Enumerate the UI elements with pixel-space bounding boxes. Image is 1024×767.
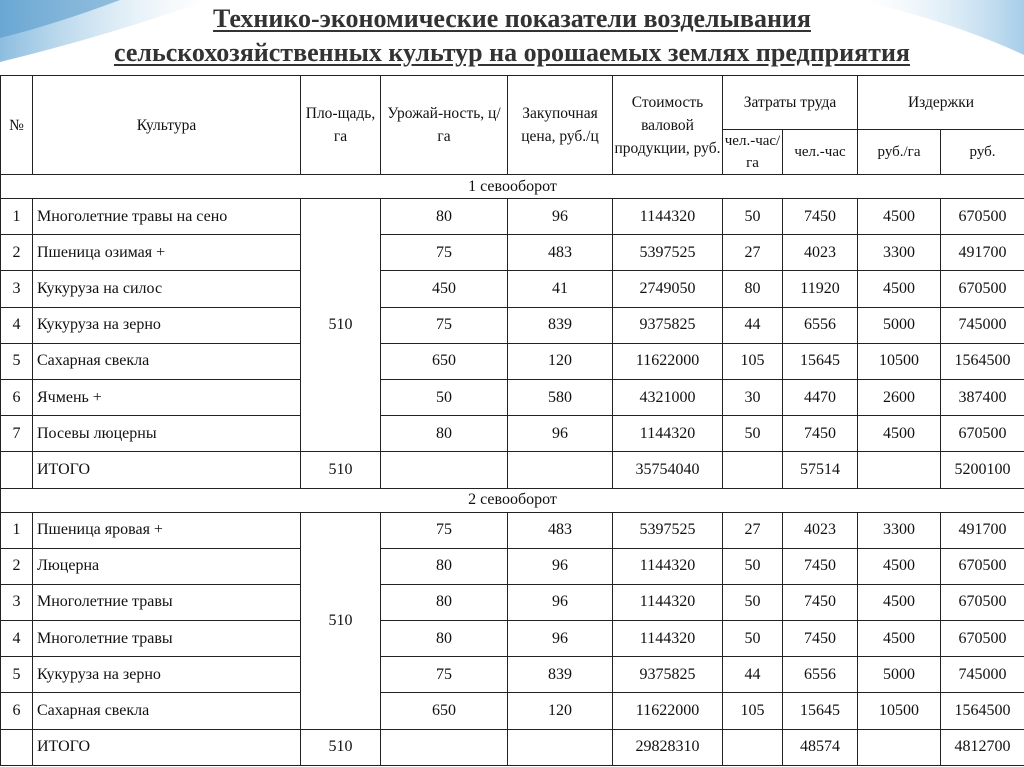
- page-title: [0, 2, 1024, 70]
- costs-total-cell: 670500: [941, 621, 1024, 657]
- culture-name: Многолетние травы на сено: [33, 199, 301, 235]
- costs-total-cell: 491700: [941, 512, 1024, 548]
- yield-cell: 80: [381, 584, 508, 620]
- crop-indicators-table: [0, 75, 1024, 766]
- header-costs-total: руб.: [941, 130, 1024, 175]
- labor-per-ha-cell: 105: [723, 343, 783, 379]
- total-area: 510: [301, 729, 381, 765]
- total-yield-empty: [381, 729, 508, 765]
- yield-cell: 75: [381, 235, 508, 271]
- yield-cell: 80: [381, 199, 508, 235]
- area-cell: 510: [301, 199, 381, 452]
- table-row: [1, 621, 1024, 657]
- value-cell: 5397525: [613, 235, 723, 271]
- row-number: 4: [1, 307, 33, 343]
- value-cell: 1144320: [613, 621, 723, 657]
- header-costs: Издержки: [858, 76, 1024, 130]
- total-cph-empty: [858, 452, 941, 488]
- section-header-row: [1, 175, 1024, 199]
- culture-name: Пшеница яровая +: [33, 512, 301, 548]
- costs-per-ha-cell: 10500: [858, 693, 941, 729]
- price-cell: 483: [508, 512, 613, 548]
- yield-cell: 80: [381, 416, 508, 452]
- total-costs: 4812700: [941, 729, 1024, 765]
- row-number: 1: [1, 199, 33, 235]
- total-label: ИТОГО: [33, 452, 301, 488]
- yield-cell: 650: [381, 343, 508, 379]
- header-culture: Культура: [33, 76, 301, 175]
- value-cell: 1144320: [613, 199, 723, 235]
- price-cell: 839: [508, 657, 613, 693]
- total-yield-empty: [381, 452, 508, 488]
- title-line-1: Технико-экономические показатели возделывания: [213, 4, 811, 33]
- costs-total-cell: 670500: [941, 548, 1024, 584]
- labor-per-ha-cell: 50: [723, 199, 783, 235]
- costs-total-cell: 670500: [941, 271, 1024, 307]
- costs-total-cell: 670500: [941, 584, 1024, 620]
- row-number: 1: [1, 512, 33, 548]
- table-row: [1, 235, 1024, 271]
- table-row: [1, 307, 1024, 343]
- costs-total-cell: 1564500: [941, 693, 1024, 729]
- price-cell: 41: [508, 271, 613, 307]
- costs-per-ha-cell: 4500: [858, 199, 941, 235]
- labor-per-ha-cell: 80: [723, 271, 783, 307]
- row-number: 3: [1, 271, 33, 307]
- labor-total-cell: 6556: [783, 657, 858, 693]
- price-cell: 580: [508, 379, 613, 415]
- costs-total-cell: 745000: [941, 657, 1024, 693]
- price-cell: 483: [508, 235, 613, 271]
- culture-name: Кукуруза на зерно: [33, 307, 301, 343]
- section-title: 2 севооборот: [1, 488, 1024, 512]
- value-cell: 5397525: [613, 512, 723, 548]
- yield-cell: 450: [381, 271, 508, 307]
- price-cell: 96: [508, 199, 613, 235]
- price-cell: 96: [508, 584, 613, 620]
- value-cell: 9375825: [613, 307, 723, 343]
- table-row: [1, 343, 1024, 379]
- row-number: 3: [1, 584, 33, 620]
- value-cell: 11622000: [613, 343, 723, 379]
- labor-total-cell: 4023: [783, 235, 858, 271]
- total-cph-empty: [858, 729, 941, 765]
- costs-per-ha-cell: 10500: [858, 343, 941, 379]
- value-cell: 1144320: [613, 584, 723, 620]
- total-value: 29828310: [613, 729, 723, 765]
- table-row: [1, 693, 1024, 729]
- header-value: Стоимость валовой продукции, руб.: [613, 76, 723, 175]
- yield-cell: 650: [381, 693, 508, 729]
- table-row: [1, 584, 1024, 620]
- culture-name: Ячмень +: [33, 379, 301, 415]
- section-header-row: [1, 488, 1024, 512]
- total-costs: 5200100: [941, 452, 1024, 488]
- yield-cell: 75: [381, 512, 508, 548]
- total-num-empty: [1, 729, 33, 765]
- total-label: ИТОГО: [33, 729, 301, 765]
- header-price: Закупочная цена, руб./ц: [508, 76, 613, 175]
- culture-name: Люцерна: [33, 548, 301, 584]
- costs-per-ha-cell: 4500: [858, 621, 941, 657]
- costs-per-ha-cell: 4500: [858, 584, 941, 620]
- costs-total-cell: 491700: [941, 235, 1024, 271]
- table-row: [1, 416, 1024, 452]
- costs-total-cell: 670500: [941, 199, 1024, 235]
- culture-name: Многолетние травы: [33, 584, 301, 620]
- culture-name: Сахарная свекла: [33, 693, 301, 729]
- row-number: 5: [1, 343, 33, 379]
- total-lph-empty: [723, 452, 783, 488]
- costs-per-ha-cell: 2600: [858, 379, 941, 415]
- labor-total-cell: 11920: [783, 271, 858, 307]
- costs-total-cell: 1564500: [941, 343, 1024, 379]
- table-row: [1, 271, 1024, 307]
- row-number: 2: [1, 548, 33, 584]
- labor-per-ha-cell: 44: [723, 307, 783, 343]
- labor-total-cell: 7450: [783, 621, 858, 657]
- table-row: [1, 657, 1024, 693]
- costs-total-cell: 745000: [941, 307, 1024, 343]
- culture-name: Пшеница озимая +: [33, 235, 301, 271]
- row-number: 6: [1, 379, 33, 415]
- price-cell: 96: [508, 416, 613, 452]
- labor-per-ha-cell: 27: [723, 512, 783, 548]
- total-labor: 48574: [783, 729, 858, 765]
- value-cell: 4321000: [613, 379, 723, 415]
- area-cell: 510: [301, 512, 381, 729]
- costs-per-ha-cell: 4500: [858, 548, 941, 584]
- yield-cell: 50: [381, 379, 508, 415]
- price-cell: 120: [508, 343, 613, 379]
- culture-name: Посевы люцерны: [33, 416, 301, 452]
- labor-per-ha-cell: 50: [723, 621, 783, 657]
- total-lph-empty: [723, 729, 783, 765]
- row-number: 7: [1, 416, 33, 452]
- yield-cell: 80: [381, 548, 508, 584]
- yield-cell: 75: [381, 307, 508, 343]
- value-cell: 9375825: [613, 657, 723, 693]
- table-row: [1, 512, 1024, 548]
- header-num: №: [1, 76, 33, 175]
- title-line-2: сельскохозяйственных культур на орошаемых землях предприятия: [113, 38, 910, 67]
- price-cell: 96: [508, 548, 613, 584]
- labor-per-ha-cell: 50: [723, 548, 783, 584]
- costs-per-ha-cell: 4500: [858, 416, 941, 452]
- header-costs-per-ha: руб./га: [858, 130, 941, 175]
- costs-per-ha-cell: 3300: [858, 235, 941, 271]
- total-num-empty: [1, 452, 33, 488]
- table-row: [1, 199, 1024, 235]
- labor-total-cell: 7450: [783, 584, 858, 620]
- labor-total-cell: 4023: [783, 512, 858, 548]
- labor-total-cell: 15645: [783, 343, 858, 379]
- value-cell: 1144320: [613, 416, 723, 452]
- value-cell: 1144320: [613, 548, 723, 584]
- labor-total-cell: 15645: [783, 693, 858, 729]
- row-number: 6: [1, 693, 33, 729]
- labor-per-ha-cell: 50: [723, 584, 783, 620]
- yield-cell: 75: [381, 657, 508, 693]
- table-row: [1, 548, 1024, 584]
- section-title: 1 севооборот: [1, 175, 1024, 199]
- price-cell: 839: [508, 307, 613, 343]
- costs-per-ha-cell: 5000: [858, 657, 941, 693]
- culture-name: Кукуруза на зерно: [33, 657, 301, 693]
- labor-total-cell: 7450: [783, 548, 858, 584]
- costs-total-cell: 670500: [941, 416, 1024, 452]
- labor-total-cell: 4470: [783, 379, 858, 415]
- labor-total-cell: 6556: [783, 307, 858, 343]
- table-row: [1, 379, 1024, 415]
- labor-per-ha-cell: 44: [723, 657, 783, 693]
- total-row: [1, 729, 1024, 765]
- labor-per-ha-cell: 27: [723, 235, 783, 271]
- header-area: Пло-щадь, га: [301, 76, 381, 175]
- costs-per-ha-cell: 4500: [858, 271, 941, 307]
- total-value: 35754040: [613, 452, 723, 488]
- price-cell: 96: [508, 621, 613, 657]
- culture-name: Кукуруза на силос: [33, 271, 301, 307]
- total-row: [1, 452, 1024, 488]
- culture-name: Сахарная свекла: [33, 343, 301, 379]
- labor-per-ha-cell: 50: [723, 416, 783, 452]
- header-labor-total: чел.-час: [783, 130, 858, 175]
- labor-total-cell: 7450: [783, 416, 858, 452]
- total-area: 510: [301, 452, 381, 488]
- yield-cell: 80: [381, 621, 508, 657]
- culture-name: Многолетние травы: [33, 621, 301, 657]
- price-cell: 120: [508, 693, 613, 729]
- total-price-empty: [508, 452, 613, 488]
- labor-per-ha-cell: 30: [723, 379, 783, 415]
- costs-total-cell: 387400: [941, 379, 1024, 415]
- header-yield: Урожай-ность, ц/га: [381, 76, 508, 175]
- total-labor: 57514: [783, 452, 858, 488]
- row-number: 4: [1, 621, 33, 657]
- header-labor: Затраты труда: [723, 76, 858, 130]
- row-number: 5: [1, 657, 33, 693]
- value-cell: 11622000: [613, 693, 723, 729]
- header-labor-per-ha: чел.-час/га: [723, 130, 783, 175]
- value-cell: 2749050: [613, 271, 723, 307]
- labor-per-ha-cell: 105: [723, 693, 783, 729]
- row-number: 2: [1, 235, 33, 271]
- total-price-empty: [508, 729, 613, 765]
- labor-total-cell: 7450: [783, 199, 858, 235]
- costs-per-ha-cell: 3300: [858, 512, 941, 548]
- costs-per-ha-cell: 5000: [858, 307, 941, 343]
